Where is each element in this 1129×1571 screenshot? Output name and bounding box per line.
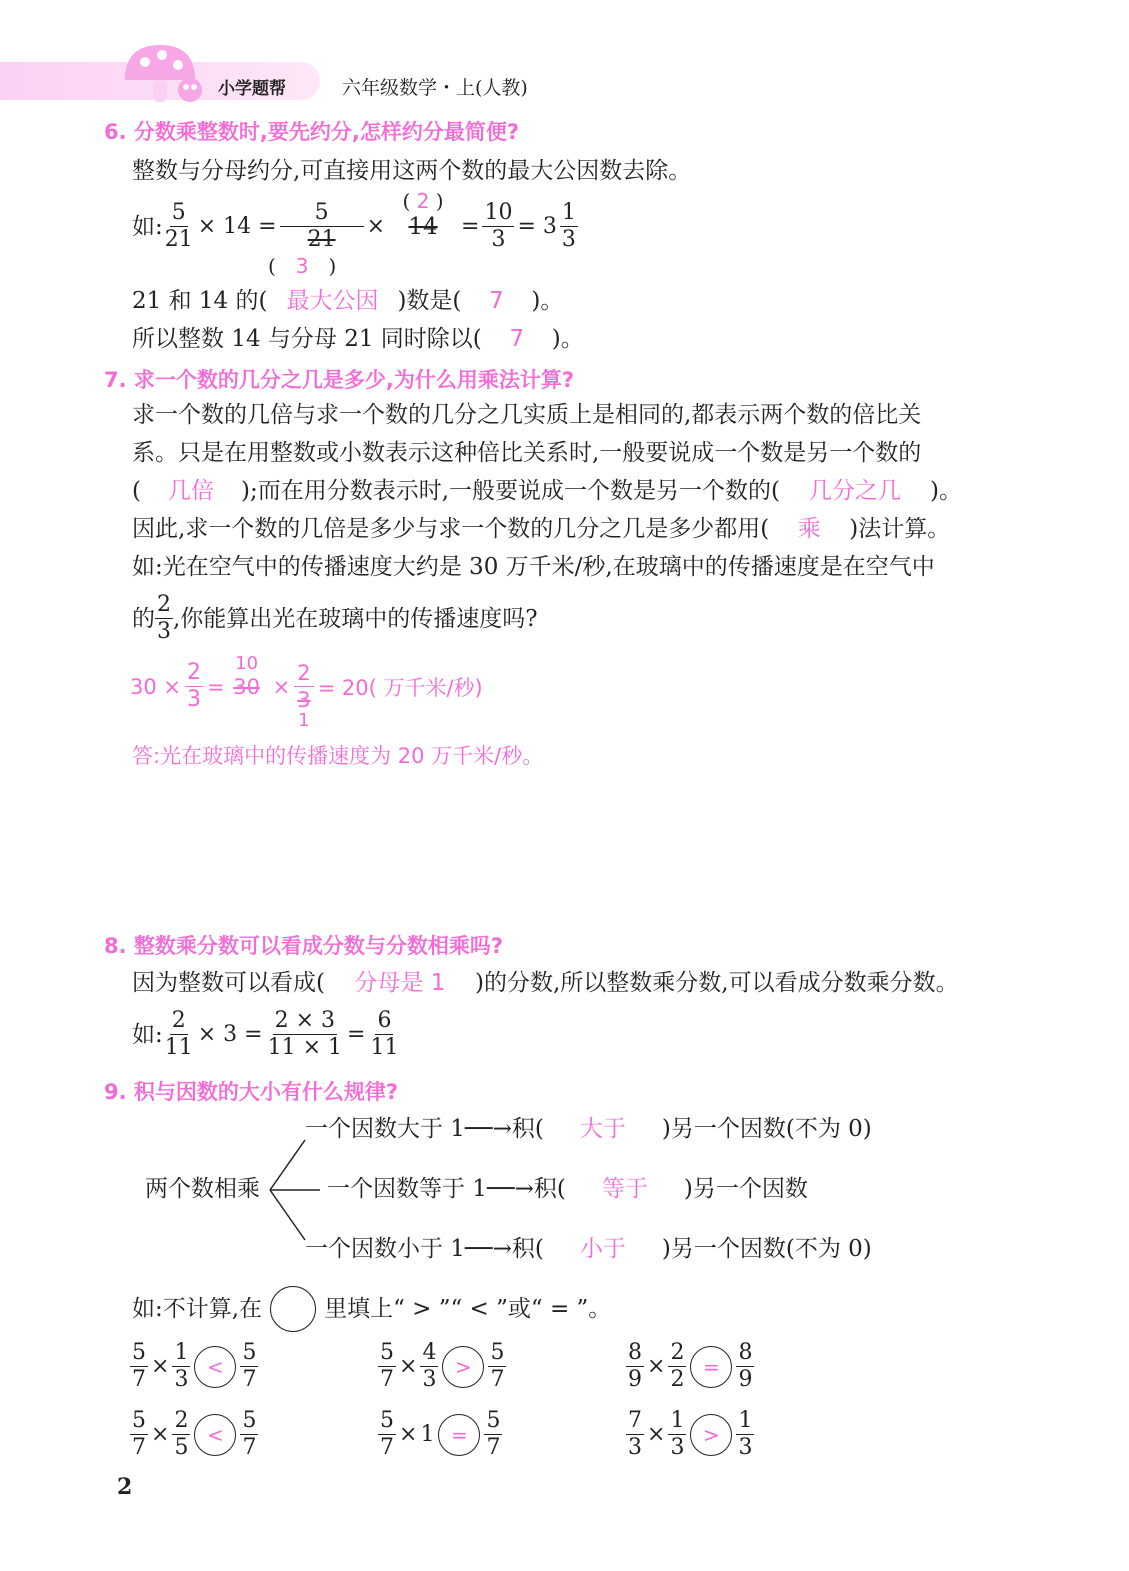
- comparison-circle[interactable]: >: [690, 1414, 732, 1456]
- mushroom-logo-icon: [120, 40, 210, 110]
- q7-p1: 求一个数的几倍与求一个数的几分之几实质上是相同的,都表示两个数的倍比关: [132, 402, 922, 428]
- q7-p5: 如:光在空气中的传播速度大约是 30 万千米/秒,在玻璃中的传播速度是在空气中: [132, 554, 935, 580]
- q8-title: 8. 整数乘分数可以看成分数与分数相乘吗?: [104, 934, 504, 958]
- answer-blank: 7: [509, 326, 525, 352]
- fraction: $\frac{5}{21}$: [164, 200, 193, 252]
- comparison-circle[interactable]: <: [194, 1414, 236, 1456]
- q7-p3: ( 几倍 );而在用分数表示时,一般要说成一个数是另一个数的( 几分之几 )。: [132, 478, 962, 504]
- comparison-circle[interactable]: <: [194, 1346, 236, 1388]
- q7-p4: 因此,求一个数的几倍是多少与求一个数的几分之几是多少都用( 乘 )法计算。: [132, 516, 951, 542]
- q6-bottom-blank: ( 3 ): [268, 254, 337, 278]
- fraction: $\frac{5}{21}$: [280, 200, 364, 253]
- q9-root: 两个数相乘: [145, 1176, 260, 1202]
- q9-branch-1: 一个因数大于 1──→积( 大于 )另一个因数(不为 0): [305, 1116, 872, 1142]
- answer-blank: 几倍: [167, 478, 214, 504]
- comparison-circle[interactable]: =: [438, 1414, 480, 1456]
- q9-branch-2: 一个因数等于 1──→积( 等于 )另一个因数: [327, 1176, 808, 1202]
- answer-blank: 等于: [601, 1176, 648, 1202]
- answer-blank: 7: [489, 288, 504, 314]
- example-prefix: 如:: [132, 213, 163, 240]
- comparison-problem-5: $\frac{5}{7}$ × 1 = $\frac{5}{7}$: [380, 1408, 501, 1460]
- q9-instruction: 如:不计算,在 里填上“ > ”“ < ”或“ = ”。: [132, 1286, 611, 1332]
- cancelled-number: ( 2 ) 14: [402, 188, 444, 240]
- branch-lines: [265, 1130, 325, 1250]
- q9-branch-3: 一个因数小于 1──→积( 小于 )另一个因数(不为 0): [305, 1236, 872, 1262]
- q7-answer: 答:光在玻璃中的传播速度为 20 万千米/秒。: [132, 744, 544, 768]
- q6-line2: 所以整数 14 与分母 21 同时除以( 7 )。: [132, 326, 584, 352]
- comparison-problem-6: $\frac{7}{3}$ × $\frac{1}{3}$ > $\frac{1}{3}$: [628, 1408, 753, 1460]
- fraction: $\frac{10}{3}$: [484, 200, 513, 252]
- answer-blank: 大于: [579, 1116, 626, 1142]
- answer-blank: 乘: [797, 516, 821, 542]
- comparison-circle[interactable]: =: [690, 1346, 732, 1388]
- q6-text: 整数与分母约分,可直接用这两个数的最大公因数去除。: [132, 158, 692, 184]
- comparison-problem-1: $\frac{5}{7}$ × $\frac{1}{3}$ < $\frac{5}{7}$: [132, 1340, 257, 1392]
- comparison-problem-3: $\frac{8}{9}$ × $\frac{2}{2}$ = $\frac{8}{9}$: [628, 1340, 753, 1392]
- q8-example: 如: $\frac{2}{11}$ × 3 = $\frac{2 \times 3}{11 \times 1}$ = $\frac{6}{11}$: [132, 1008, 399, 1060]
- comparison-problem-2: $\frac{5}{7}$ × $\frac{4}{3}$ > $\frac{5}{7}$: [380, 1340, 505, 1392]
- answer-blank: 分母是 1: [354, 970, 446, 996]
- answer-blank: 最大公因: [286, 288, 379, 314]
- header-subject: 六年级数学・上(人教): [342, 77, 528, 99]
- header-brand: 小学题帮: [218, 79, 286, 99]
- operator: = 3: [517, 213, 557, 239]
- answer-blank: 小于: [579, 1236, 626, 1262]
- comparison-problem-4: $\frac{5}{7}$ × $\frac{2}{5}$ < $\frac{5}{7}$: [132, 1408, 257, 1460]
- q6-title: 6. 分数乘整数时,要先约分,怎样约分最简便?: [104, 120, 520, 144]
- operator: ×: [366, 213, 386, 239]
- page-number: 2: [117, 1474, 133, 1500]
- fraction: $\frac{1}{3}$: [561, 200, 576, 252]
- q7-calculation: 30 × $\frac{2}{3}$ = 10 30 × 2 3 1 = 20( 万千米/秒): [130, 652, 483, 731]
- q7-p2: 系。只是在用整数或小数表示这种倍比关系时,一般要说成一个数是另一个数的: [132, 440, 922, 466]
- q8-text: 因为整数可以看成( 分母是 1 )的分数,所以整数乘分数,可以看成分数乘分数。: [132, 970, 959, 996]
- comparison-circle[interactable]: >: [442, 1346, 484, 1388]
- q6-line1: 21 和 14 的( 最大公因 )数是( 7 )。: [132, 288, 564, 314]
- answer-blank: 几分之几: [809, 478, 901, 504]
- q9-title: 9. 积与因数的大小有什么规律?: [104, 1080, 399, 1104]
- operator: × 14 =: [197, 213, 277, 239]
- empty-circle-icon: [270, 1286, 316, 1332]
- operator: =: [461, 213, 480, 239]
- q6-example: [132, 188, 578, 253]
- q7-title: 7. 求一个数的几分之几是多少,为什么用乘法计算?: [104, 368, 575, 392]
- q7-p6: 的 $\frac{2}{3}$ ,你能算出光在玻璃中的传播速度吗?: [132, 592, 538, 644]
